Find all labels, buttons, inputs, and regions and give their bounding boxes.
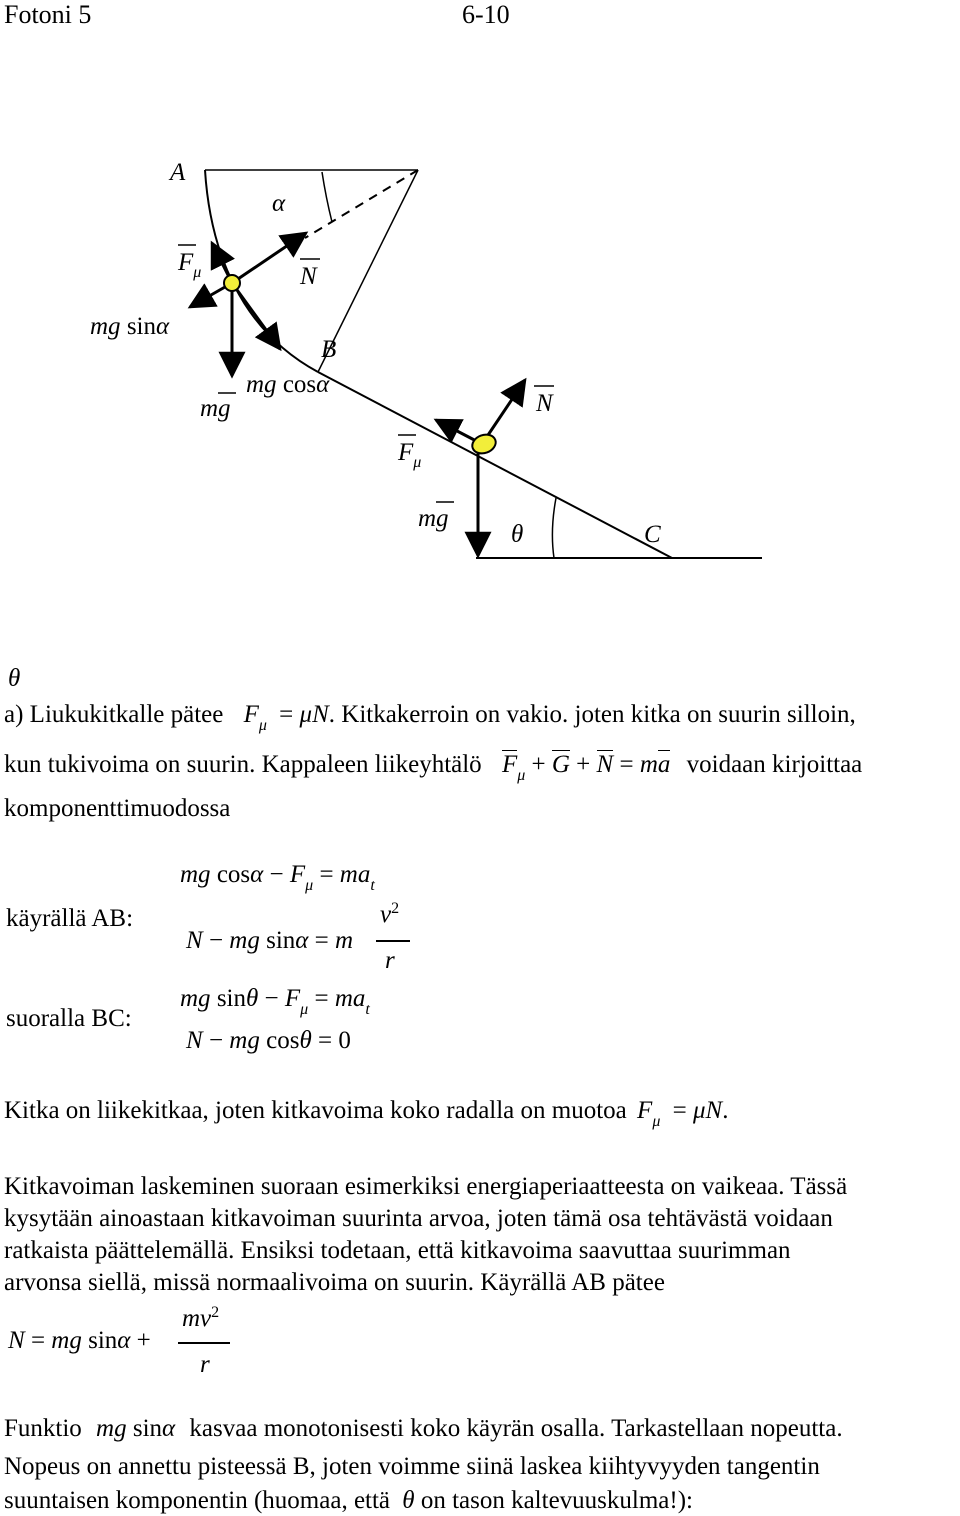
label-friction-1: $F_\mu$ <box>178 249 202 281</box>
para-a-line1: a) Liukukitkalle pätee $F_\mu = \mu N$. Kitkakerroin on vakio. joten kitka on suurin silloin, <box>4 701 856 734</box>
para-final-line1: Funktio mg sinα kasvaa monotonisesti koko käyrän osalla. Tarkastellaan nopeutta. <box>4 1415 843 1442</box>
eq-normal-force: N = mg sinα + <box>8 1327 151 1354</box>
label-point-c: C <box>644 521 661 548</box>
label-normal-2: N <box>536 390 553 417</box>
track-slope-bc <box>318 372 672 558</box>
para-friction: Kitka on liikekitkaa, joten kitkavoima koko radalla on muotoa $F_\mu = \mu N$. <box>4 1097 729 1130</box>
ball-1 <box>224 275 240 291</box>
para-final-line2: Nopeus on annettu pisteessä B, joten voimme siinä laskea kiihtyvyyden tangentin <box>4 1453 820 1480</box>
para-long-line2: kysytään ainoastaan kitkavoiman suurinta arvoa, joten tämä osa tehtävästä voidaan <box>4 1205 833 1232</box>
label-mg-sin-alpha: mg sinα <box>90 313 170 340</box>
para-a-line2: kun tukivoima on suurin. Kappaleen liikeyhtälö $F_\mu + G + N$ = ma voidaan kirjoittaa <box>4 751 863 784</box>
label-suoralla-bc: suoralla BC: <box>6 1005 132 1032</box>
ball-2 <box>470 431 499 456</box>
label-alpha: α <box>272 190 286 217</box>
label-friction-2: $F_\mu$ <box>398 439 422 471</box>
para-long-line3: ratkaista päättelemällä. Ensiksi todetaan, että kitkavoima saavuttaa suurimman <box>4 1237 791 1264</box>
para-long-line1: Kitkavoiman laskeminen suoraan esimerkiksi energiaperiaatteesta on vaikeaa. Tässä <box>4 1173 848 1200</box>
header-left: Fotoni 5 <box>4 0 92 29</box>
para-a-line3: komponenttimuodossa <box>4 795 231 822</box>
alpha-arc <box>322 172 332 222</box>
eq-ab-normal: N − mg sinα = m <box>186 927 354 954</box>
eq-normal-frac-den: r <box>200 1351 210 1378</box>
eq-ab-tangent: mg $\cos\alpha - F_\mu = ma_t$ <box>180 861 375 894</box>
eq-bc-normal: N − mg cosθ = 0 <box>186 1027 351 1054</box>
label-mg-2: mg <box>418 505 449 532</box>
label-theta: θ <box>511 521 524 548</box>
label-point-b: B <box>321 336 337 363</box>
label-normal-1: N <box>300 263 317 290</box>
label-kayralla-ab: käyrällä AB: <box>6 905 134 932</box>
eq-bc-tangent: mg $\sin\theta - F_\mu = ma_t$ <box>180 985 370 1018</box>
header-right: 6-10 <box>462 0 510 29</box>
arrow-normal-1 <box>232 233 306 283</box>
eq-normal-frac-num: $mv^2$ <box>182 1304 220 1332</box>
label-mg-1: mg <box>200 395 231 422</box>
para-final-line3: suuntaisen komponentin (huomaa, että θ on tason kaltevuuskulma!): <box>4 1487 693 1514</box>
arrow-mgcos-1 <box>232 283 280 349</box>
eq-ab-frac-num: $v^2$ <box>380 900 400 928</box>
para-long-line4: arvonsa siellä, missä normaalivoima on suurin. Käyrällä AB pätee <box>4 1269 665 1296</box>
eq-ab-frac-den: r <box>385 947 395 974</box>
theta-symbol: θ <box>8 665 21 692</box>
eq-ab-frac-bar <box>376 940 410 942</box>
label-point-a: A <box>170 159 186 186</box>
eq-normal-frac-bar <box>178 1342 230 1344</box>
theta-arc <box>552 498 556 558</box>
label-mg-cos-alpha: mg cosα <box>246 371 330 398</box>
